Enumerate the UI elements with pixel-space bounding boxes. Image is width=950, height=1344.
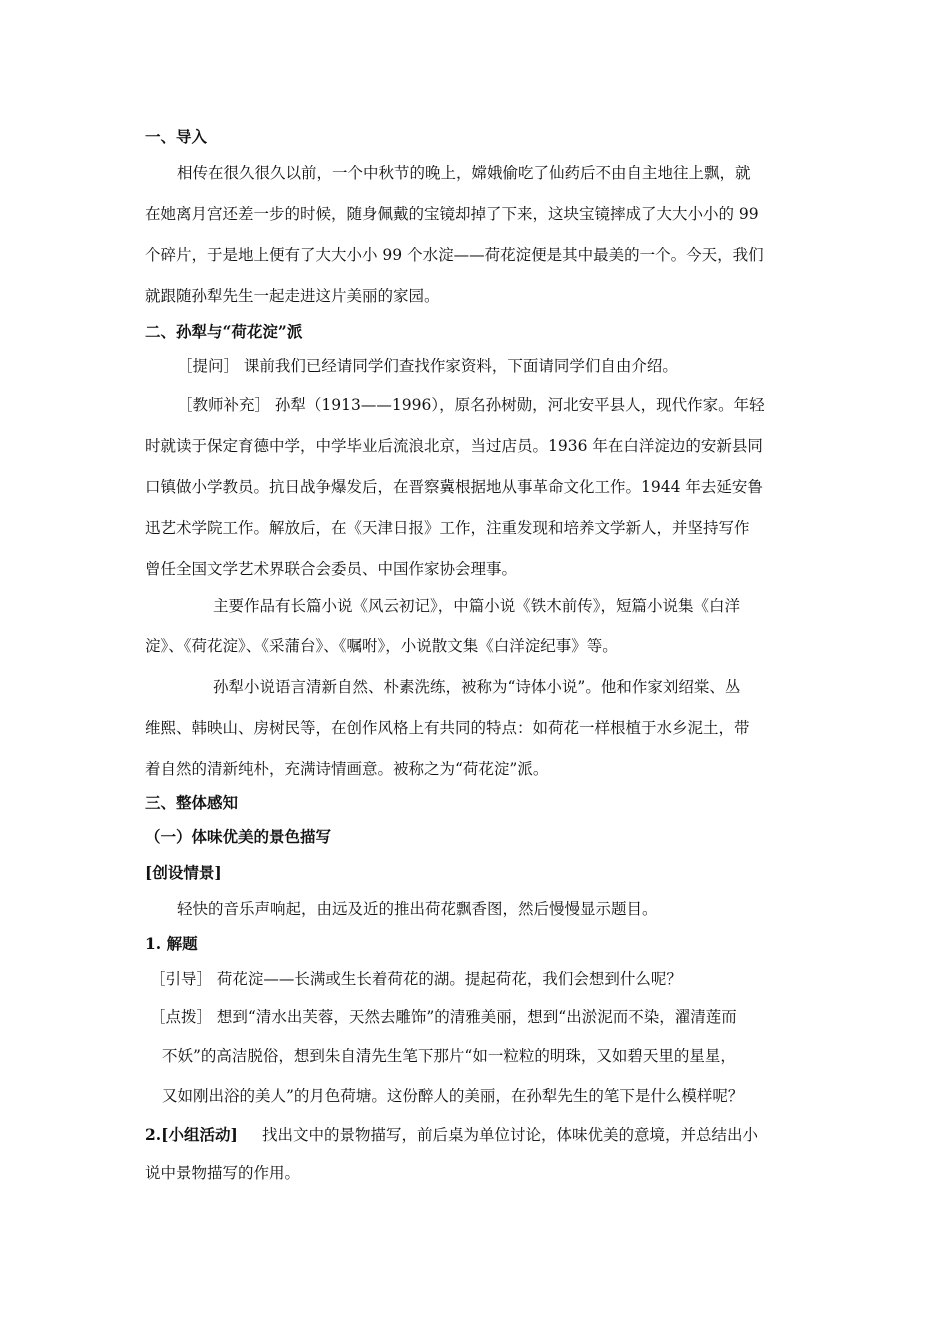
paragraph-line: 不妖”的高洁脱俗，想到朱自清先生笔下那片“如一粒粒的明珠，又如碧天里的星星， bbox=[162, 1047, 736, 1065]
paragraph-line: 主要作品有长篇小说《风云初记》，中篇小说《铁木前传》，短篇小说集《白洋 bbox=[213, 597, 741, 615]
paragraph-line: 在她离月宫还差一步的时候，随身佩戴的宝镜却掉了下来，这块宝镜摔成了大大小小的 99 bbox=[145, 205, 759, 223]
section-heading-author: 二、孙犁与“荷花淀”派 bbox=[145, 322, 303, 341]
paragraph-line: 轻快的音乐声响起，由远及近的推出荷花飘香图，然后慢慢显示题目。 bbox=[177, 900, 658, 918]
guide-line: ［引导］ 荷花淀——长满或生长着荷花的湖。提起荷花，我们会想到什么呢？ bbox=[150, 970, 682, 988]
paragraph-line: ［教师补充］ 孙犁（1913——1996），原名孙树勋，河北安平县人，现代作家。年轻 bbox=[177, 396, 765, 414]
question-line: ［提问］ 课前我们已经请同学们查找作家资料，下面请同学们自由介绍。 bbox=[177, 357, 678, 375]
paragraph-line: 迅艺术学院工作。解放后，在《天津日报》工作，注重发现和培养文学新人，并坚持写作 bbox=[145, 519, 750, 537]
activity-label: [创设情景] bbox=[145, 863, 222, 882]
section-heading-intro: 一、导入 bbox=[145, 127, 208, 146]
paragraph-line: 个碎片，于是地上便有了大大小小 99 个水淀——荷花淀便是其中最美的一个。今天，我们 bbox=[145, 246, 764, 264]
paragraph-line: 曾任全国文学艺术界联合会委员、中国作家协会理事。 bbox=[145, 560, 518, 578]
paragraph-line: ［点拨］ 想到“清水出芙蓉，天然去雕饰”的清雅美丽，想到“出淤泥而不染，濯清莲而 bbox=[150, 1008, 737, 1026]
paragraph-line: 说中景物描写的作用。 bbox=[145, 1164, 301, 1182]
subsection-heading: （一）体味优美的景色描写 bbox=[145, 827, 332, 846]
paragraph-line: 找出文中的景物描写，前后桌为单位讨论，体味优美的意境，并总结出小 bbox=[262, 1126, 759, 1144]
paragraph-line: 口镇做小学教员。抗日战争爆发后，在晋察冀根据地从事革命文化工作。1944 年去延安鲁 bbox=[145, 478, 763, 496]
paragraph-line: 又如刚出浴的美人”的月色荷塘。这份醉人的美丽，在孙犁先生的笔下是什么模样呢？ bbox=[162, 1087, 744, 1105]
paragraph-line: 着自然的清新纯朴，充满诗情画意。被称之为“荷花淀”派。 bbox=[145, 760, 549, 778]
item-heading: 2.[小组活动] bbox=[145, 1125, 238, 1144]
paragraph-line: 就跟随孙犁先生一起走进这片美丽的家园。 bbox=[145, 287, 440, 305]
section-heading-overall: 三、整体感知 bbox=[145, 793, 239, 812]
paragraph-line: 淀》、《荷花淀》、《采蒲台》、《嘱咐》，小说散文集《白洋淀纪事》等。 bbox=[145, 637, 618, 655]
item-heading: 1. 解题 bbox=[145, 934, 198, 953]
paragraph-line: 时就读于保定育德中学，中学毕业后流浪北京，当过店员。1936 年在白洋淀边的安新县同 bbox=[145, 437, 763, 455]
paragraph-line: 维熙、韩映山、房树民等，在创作风格上有共同的特点：如荷花一样根植于水乡泥土，带 bbox=[145, 719, 750, 737]
paragraph-line: 相传在很久很久以前，一个中秋节的晚上，嫦娥偷吃了仙药后不由自主地往上飘，就 bbox=[177, 164, 751, 182]
paragraph-line: 孙犁小说语言清新自然、朴素洗练，被称为“诗体小说”。他和作家刘绍棠、丛 bbox=[213, 678, 741, 696]
